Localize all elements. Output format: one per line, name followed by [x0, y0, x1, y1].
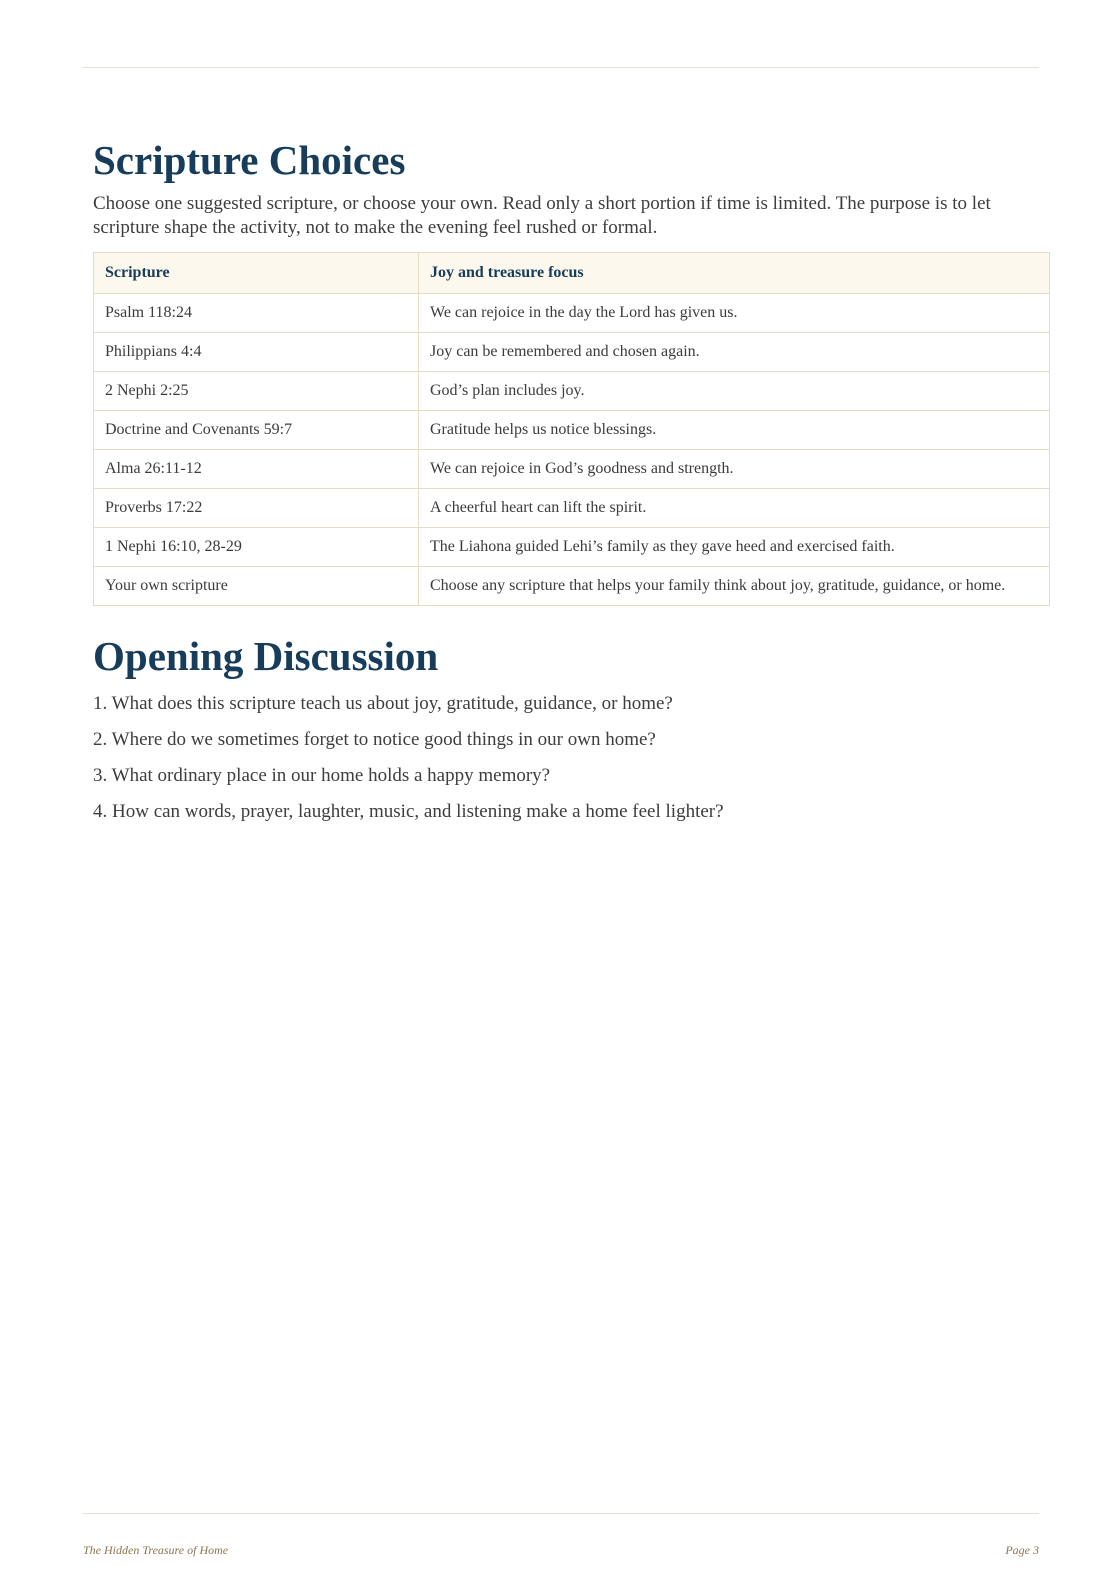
table-row: [94, 333, 1050, 372]
page-content: [93, 134, 1050, 836]
scripture-cell: Alma 26:11-12: [94, 450, 419, 489]
column-header-scripture: Scripture: [94, 253, 419, 294]
discussion-question: 3. What ordinary place in our home holds a happy memory?: [93, 765, 551, 786]
focus-cell: God’s plan includes joy.: [419, 372, 1050, 411]
scripture-cell: 1 Nephi 16:10, 28-29: [94, 528, 419, 567]
discussion-question-list: [93, 692, 1050, 824]
table-row: [94, 528, 1050, 567]
footer-page-number: Page 3: [1005, 1543, 1039, 1557]
scripture-table: [93, 252, 1050, 606]
focus-cell: Joy can be remembered and chosen again.: [419, 333, 1050, 372]
scripture-cell: Doctrine and Covenants 59:7: [94, 411, 419, 450]
focus-cell: We can rejoice in God’s goodness and strength.: [419, 450, 1050, 489]
focus-cell: A cheerful heart can lift the spirit.: [419, 489, 1050, 528]
footer-document-title: The Hidden Treasure of Home: [83, 1543, 229, 1557]
focus-cell: Gratitude helps us notice blessings.: [419, 411, 1050, 450]
focus-cell: Choose any scripture that helps your family think about joy, gratitude, guidance, or home.: [419, 567, 1050, 606]
scripture-cell: Your own scripture: [94, 567, 419, 606]
table-row: [94, 567, 1050, 606]
scripture-cell: 2 Nephi 2:25: [94, 372, 419, 411]
column-header-focus: Joy and treasure focus: [419, 253, 1050, 294]
table-header-row: [94, 253, 1050, 294]
scripture-cell: Proverbs 17:22: [94, 489, 419, 528]
focus-cell: The Liahona guided Lehi’s family as they gave heed and exercised faith.: [419, 528, 1050, 567]
table-row: [94, 294, 1050, 333]
table-row: [94, 372, 1050, 411]
intro-paragraph: Choose one suggested scripture, or choose your own. Read only a short portion if time is limited. The purpose is to let scripture shape the activity, not to make the evening feel rushed or formal.: [93, 193, 991, 238]
section-title-scripture-choices: Scripture Choices: [93, 137, 406, 183]
section-title-opening-discussion: Opening Discussion: [93, 633, 439, 679]
table-row: [94, 450, 1050, 489]
focus-cell: We can rejoice in the day the Lord has given us.: [419, 294, 1050, 333]
header-rule: [83, 67, 1039, 68]
scripture-cell: Psalm 118:24: [94, 294, 419, 333]
table-row: [94, 411, 1050, 450]
discussion-question: 2. Where do we sometimes forget to notice good things in our own home?: [93, 729, 656, 750]
scripture-cell: Philippians 4:4: [94, 333, 419, 372]
discussion-question: 4. How can words, prayer, laughter, music, and listening make a home feel lighter?: [93, 801, 724, 822]
table-row: [94, 489, 1050, 528]
discussion-question: 1. What does this scripture teach us about joy, gratitude, guidance, or home?: [93, 693, 673, 714]
footer-rule: [83, 1513, 1039, 1514]
